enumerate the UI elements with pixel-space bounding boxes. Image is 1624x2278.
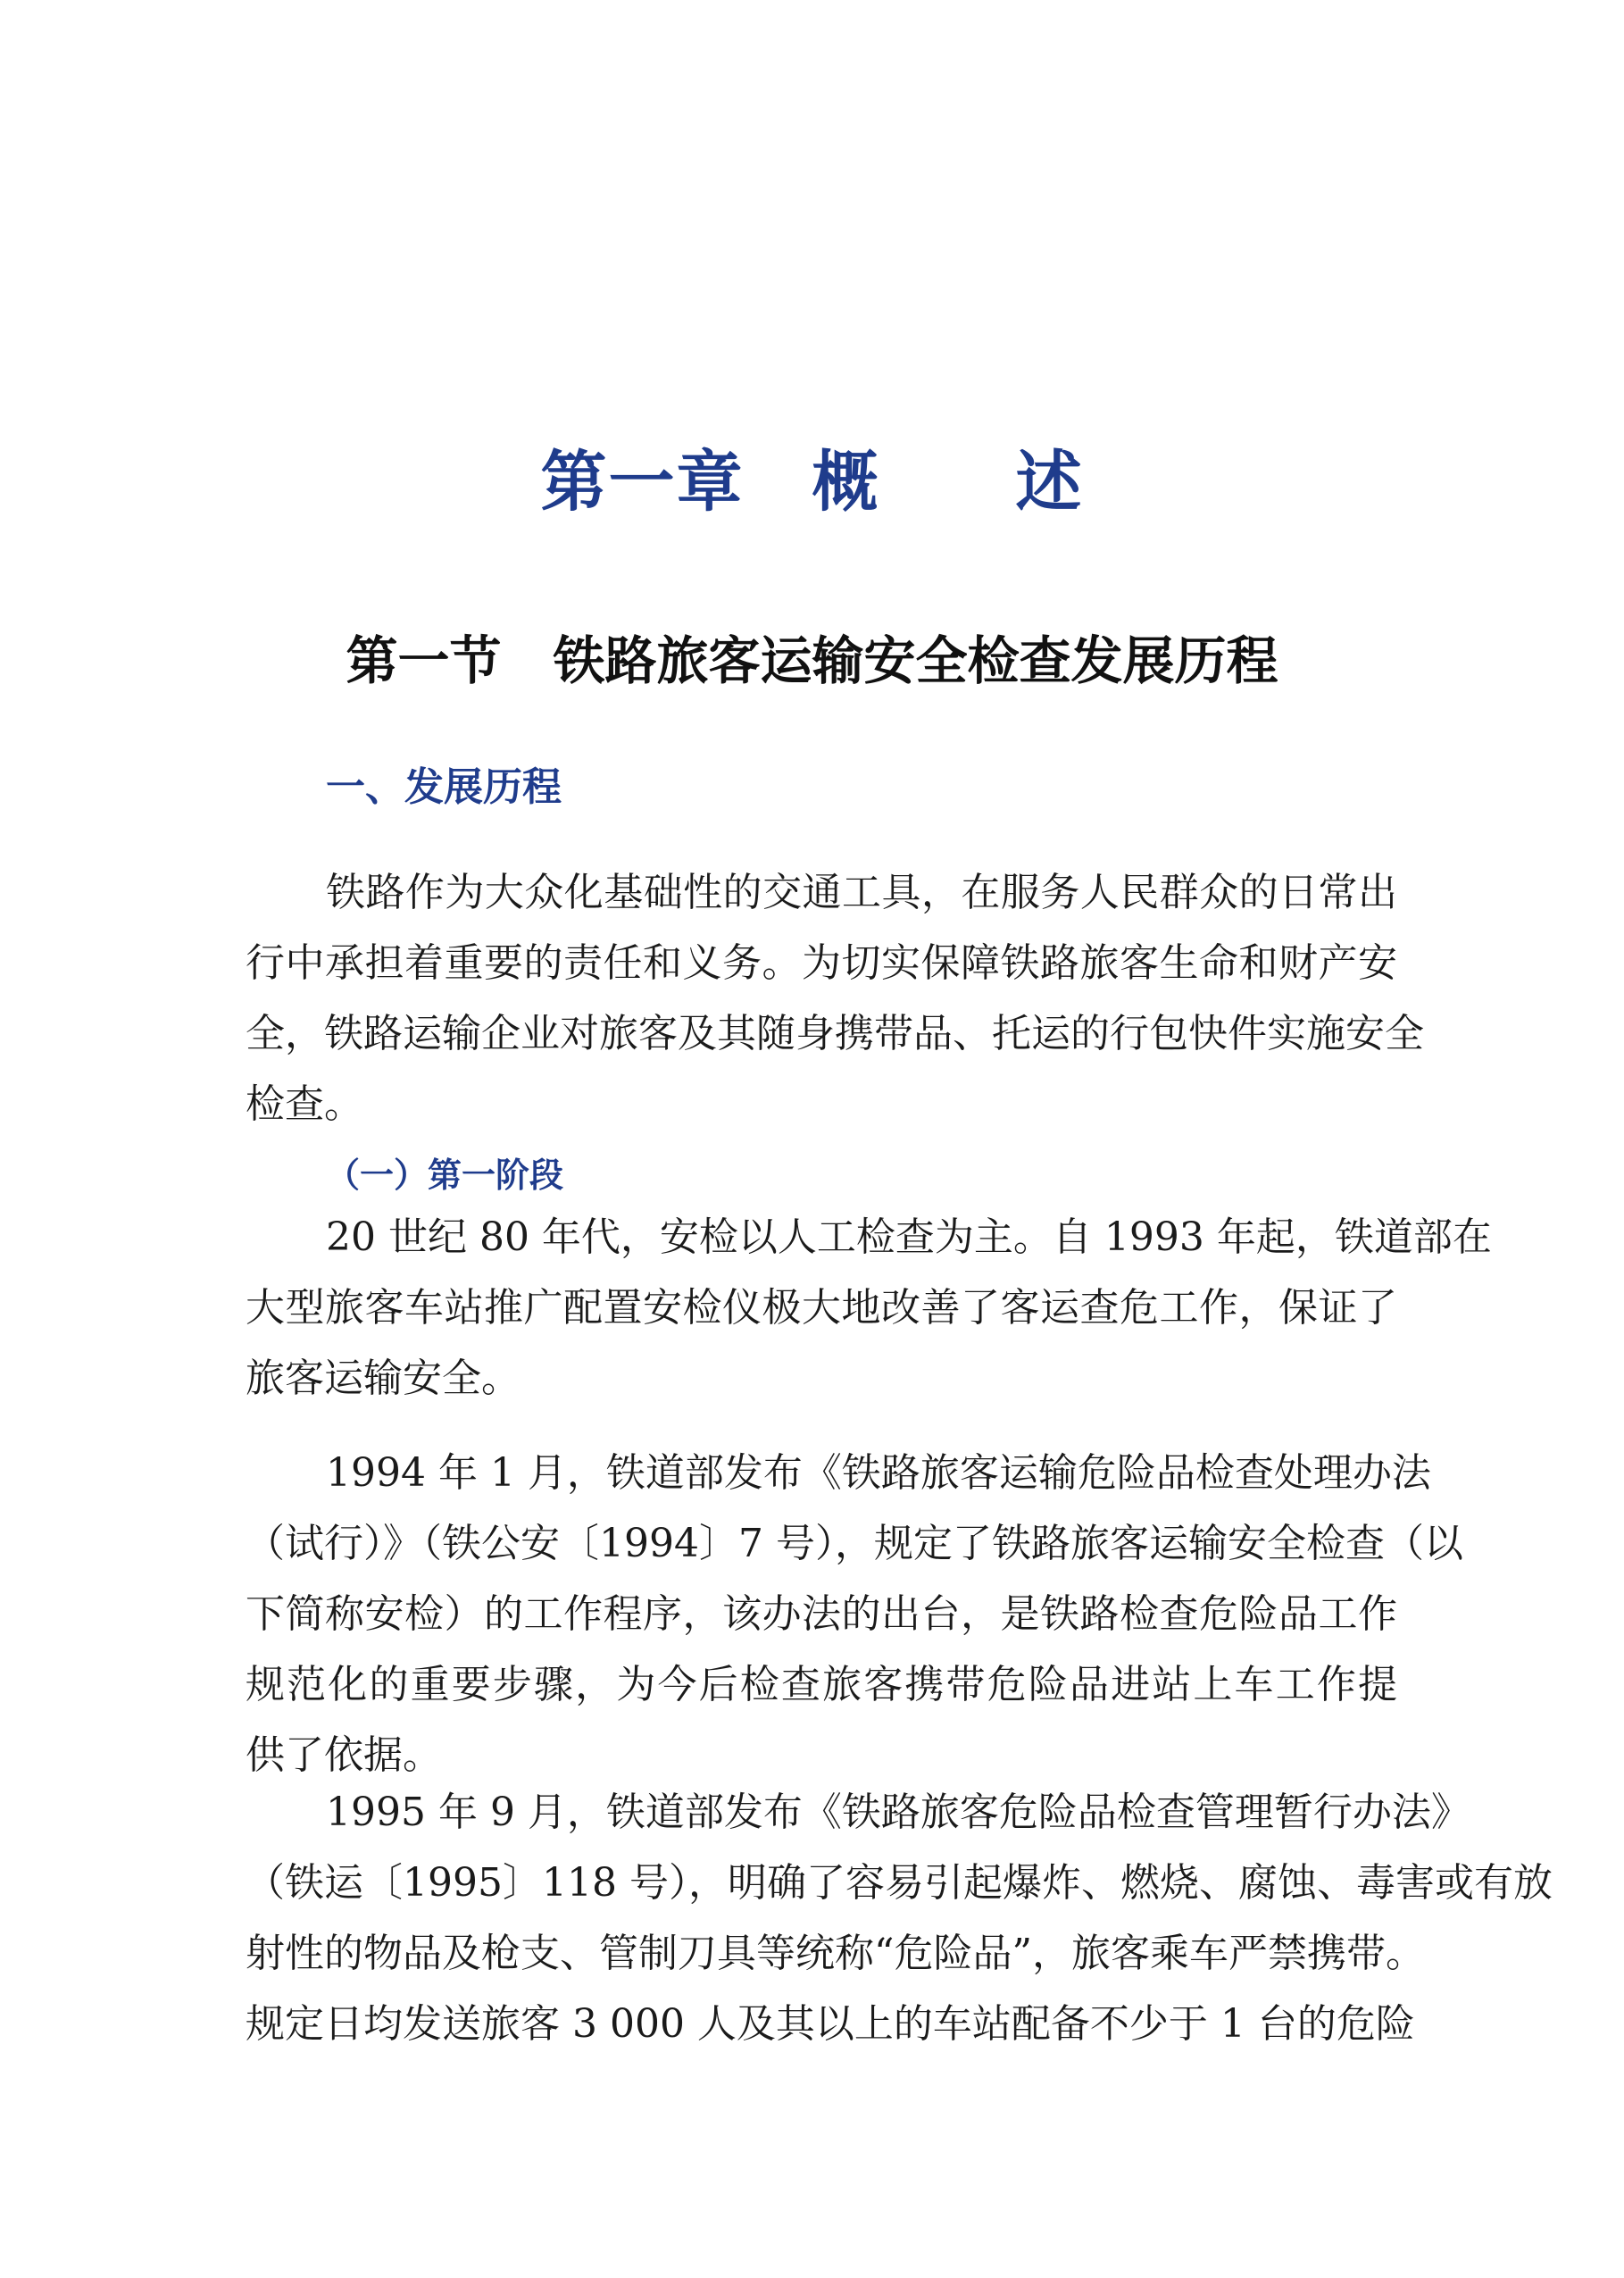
text-line: 铁路作为大众化基础性的交通工具，在服务人民群众的日常出 (326, 870, 1397, 915)
section-title: 第一节 铁路旅客运输安全检查发展历程 (346, 630, 1278, 691)
text-line: 大型旅客车站推广配置安检仪极大地改善了客运查危工作，保证了 (246, 1285, 1397, 1331)
paragraph-intro (246, 857, 1424, 1139)
chapter-title: 第一章 概 述 (540, 444, 1084, 521)
text-line: 旅客运输安全。 (246, 1356, 521, 1401)
text-line: 规定日均发送旅客 3 000 人及其以上的车站配备不少于 1 台的危险 (246, 2001, 1415, 2047)
text-line: 全，铁路运输企业对旅客及其随身携带品、托运的行包快件实施安全 (246, 1011, 1424, 1056)
stage-heading: （一）第一阶段 (326, 1156, 564, 1195)
text-line: 规范化的重要步骤，为今后检查旅客携带危险品进站上车工作提 (246, 1662, 1397, 1707)
text-line: （铁运〔1995〕118 号），明确了容易引起爆炸、燃烧、腐蚀、毒害或有放 (246, 1860, 1553, 1906)
text-line: 1994 年 1 月，铁道部发布《铁路旅客运输危险品检查处理办法 (326, 1450, 1431, 1496)
text-line: （试行）》（铁公安〔1994〕7 号），规定了铁路旅客运输安全检查（以 (246, 1521, 1463, 1566)
paragraph-1994 (246, 1438, 1463, 1790)
text-line: 下简称安检）的工作程序，该办法的出台，是铁路检查危险品工作 (246, 1591, 1397, 1637)
text-line: 供了依据。 (246, 1732, 442, 1778)
text-line: 1995 年 9 月，铁道部发布《铁路旅客危险品检查管理暂行办法》 (326, 1790, 1470, 1835)
paragraph-1980s (246, 1202, 1492, 1414)
text-line: 射性的物品及枪支、管制刀具等统称“危险品”，旅客乘车严禁携带。 (246, 1931, 1425, 1976)
text-line: 检查。 (246, 1081, 363, 1127)
text-line: 20 世纪 80 年代，安检以人工检查为主。自 1993 年起，铁道部在 (326, 1214, 1492, 1260)
subsection-heading: 一、发展历程 (326, 764, 562, 810)
paragraph-1995 (246, 1777, 1553, 2059)
text-line: 行中承担着重要的责任和义务。为切实保障铁路旅客生命和财产安 (246, 940, 1397, 986)
